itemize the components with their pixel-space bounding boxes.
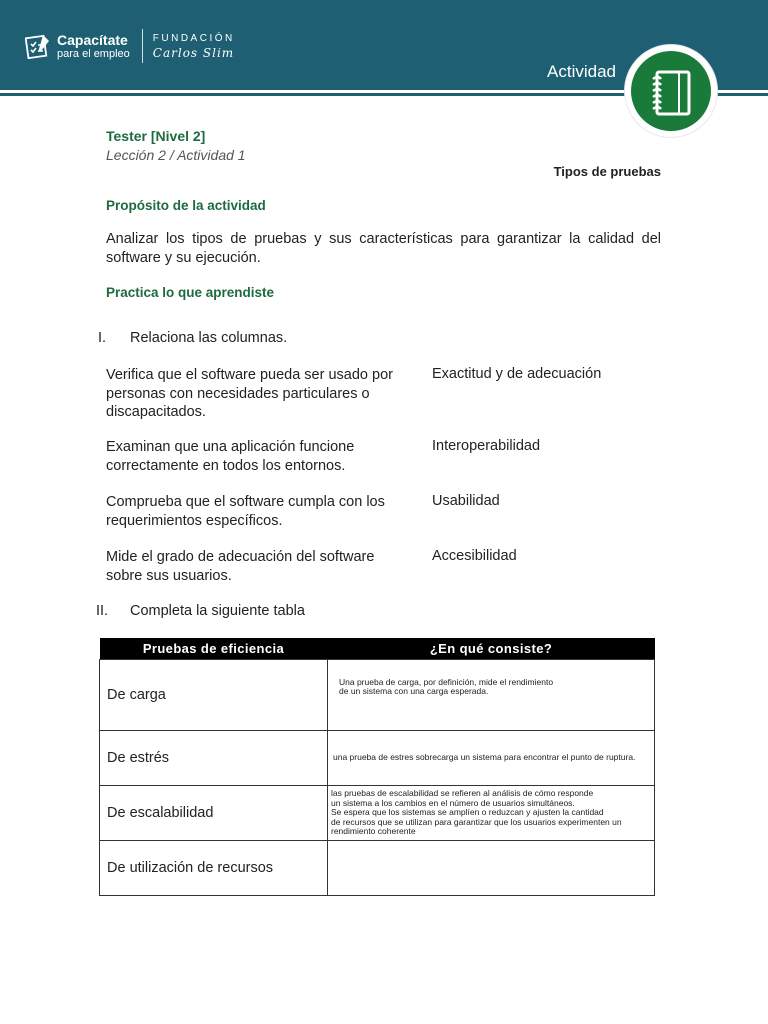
table-header-row xyxy=(100,638,655,660)
match-right-item: Accesibilidad xyxy=(432,548,517,564)
activity-badge xyxy=(625,45,717,137)
match-right-item: Exactitud y de adecuación xyxy=(432,366,602,382)
match-right-item: Usabilidad xyxy=(432,493,500,509)
column-header: Pruebas de eficiencia xyxy=(100,638,328,660)
activity-title: Actividad xyxy=(547,62,616,81)
foundation-label: FUNDACIÓN xyxy=(152,32,235,44)
checklist-icon xyxy=(25,33,51,59)
logo-divider xyxy=(142,29,143,63)
match-right-item: Interoperabilidad xyxy=(432,438,541,454)
purpose-heading: Propósito de la actividad xyxy=(106,198,266,213)
test-type-cell: De carga xyxy=(100,660,328,731)
topic-title: Tipos de pruebas xyxy=(553,164,661,179)
foundation-name: Carlos Slim xyxy=(152,45,235,60)
description-cell[interactable] xyxy=(328,841,655,896)
column-header: ¿En qué consiste? xyxy=(328,638,655,660)
purpose-text: Analizar los tipos de pruebas y sus características para garantizar la calidad del software y su ejecución. xyxy=(106,231,661,266)
match-left-item: Verifica que el software pueda ser usado por personas con necesidades particulares o discapacitados. xyxy=(106,367,393,420)
notebook-icon xyxy=(649,68,695,118)
notebook-badge xyxy=(631,51,711,131)
description-cell[interactable] xyxy=(328,660,655,731)
part2-instruction: Completa la siguiente tabla xyxy=(130,603,305,619)
test-type-cell: De escalabilidad xyxy=(100,786,328,841)
description-text: Una prueba de carga, por definición, mide el rendimiento de un sistema con una carga esperada. xyxy=(339,676,554,696)
table-row xyxy=(100,841,655,896)
logo-name: Capacítate xyxy=(57,31,128,48)
match-left-item: Comprueba que el software cumpla con los requerimientos específicos. xyxy=(106,494,385,529)
document-content xyxy=(106,128,661,300)
efficiency-table xyxy=(99,638,655,896)
part1-instruction: Relaciona las columnas. xyxy=(130,330,288,346)
lesson-subtitle: Lección 2 / Actividad 1 xyxy=(106,147,246,163)
description-cell[interactable] xyxy=(328,731,655,786)
test-type-cell: De utilización de recursos xyxy=(100,841,328,896)
capacitate-logo xyxy=(25,30,235,62)
match-left-item: Examinan que una aplicación funcione correctamente en todos los entornos. xyxy=(106,439,355,474)
table-row xyxy=(100,731,655,786)
test-type-cell: De estrés xyxy=(100,731,328,786)
logo-subtitle: para el empleo xyxy=(57,47,130,60)
match-left-item: Mide el grado de adecuación del software sobre sus usuarios. xyxy=(106,549,375,584)
description-cell[interactable] xyxy=(328,786,655,841)
description-text: una prueba de estres sobrecarga un sistema para encontrar el punto de ruptura. xyxy=(333,752,636,763)
part1-number: I. xyxy=(98,330,107,346)
table-row xyxy=(100,786,655,841)
practice-heading: Practica lo que aprendiste xyxy=(106,285,275,300)
description-text: las pruebas de escalabilidad se refieren al análisis de cómo responde un sistema a los cambios en el número de usuarios simultáneos. Se espera que los sistemas se amplíen o reduzcan y ajusten la cantidad de recursos que se utilizan para garantizar que los usuarios experimenten un rendimiento coherente xyxy=(331,788,622,837)
table-row xyxy=(100,660,655,731)
foundation-logo xyxy=(153,34,235,59)
course-title: Tester [Nivel 2] xyxy=(106,128,206,144)
part2-number: II. xyxy=(96,603,109,619)
